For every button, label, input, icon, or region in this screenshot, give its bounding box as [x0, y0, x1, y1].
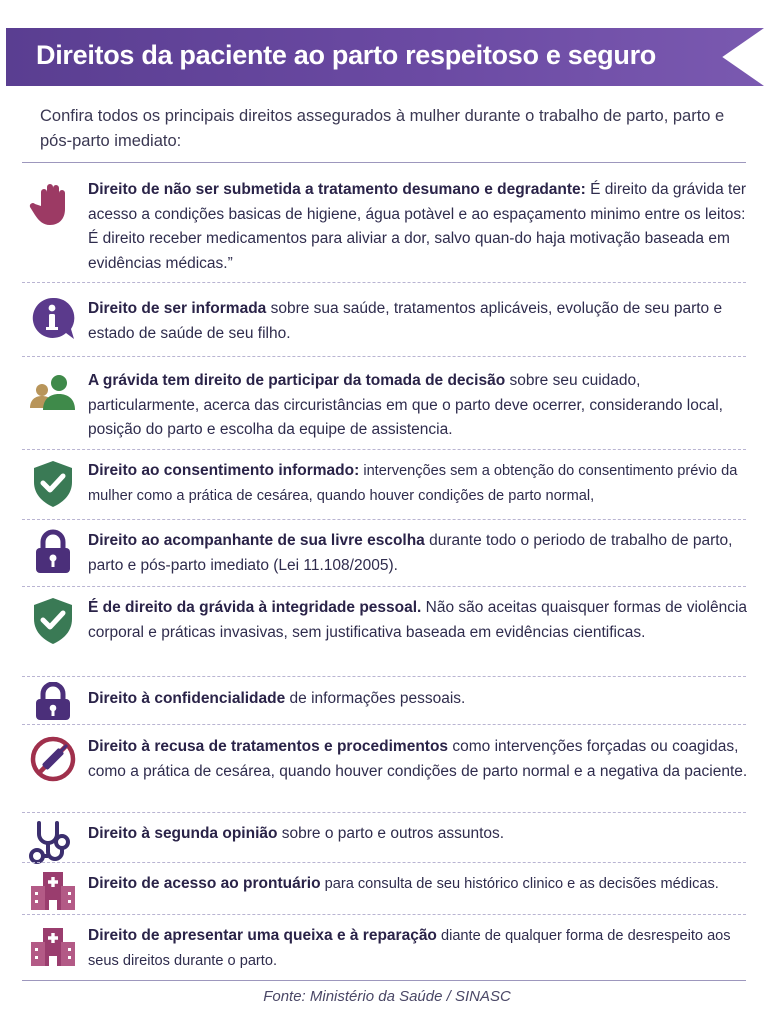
hand-stop-icon [27, 178, 79, 230]
right-item-text: Direito de acesso ao prontuário para consulta de seu histórico clinico e as decisões médicas. [88, 875, 719, 892]
right-item-text: Direito de não ser submetida a tratamento desumano e degradante: É direito da grávida ter acesso a condições basicas de higiene, água potàvel e ao espaçamento minimo entre os leitos: É direito receber medicamentos para aliviar a dor, salvo quan-do haja motivação baseada em evidências médicas.” [88, 181, 747, 272]
people-icon [27, 368, 79, 420]
source-note: Fonte: Ministério da Saúde / SINASC [263, 988, 511, 1005]
right-item-text: Direito ao acompanhante de sua livre escolha durante todo o periodo de trabalho de parto, parto e pós-parto imediato (Lei 11.108/2005). [88, 532, 733, 574]
right-item-text: A grávida tem direito de participar da tomada de decisão sobre seu cuidado, particularmente, acerca das circuristâncias em que o parto deve ocerrer, considerando local, posição do parto e escolha da equipe de assistencia. [88, 372, 723, 438]
top-divider [22, 162, 746, 163]
lock-icon [27, 527, 79, 579]
right-item-text: Direito à segunda opinião sobre o parto e outros assuntos. [88, 825, 505, 842]
divider [22, 812, 746, 813]
right-item-text: Direito de ser informada sobre sua saúde, tratamentos aplicáveis, evolução de seu parto e estado de saúde de seu filho. [88, 300, 723, 342]
intro-text: Confira todos os principais direitos assegurados à mulher durante o trabalho de parto, parto e pós-parto imediato: [40, 107, 725, 150]
right-item-text: Direito à confidencialidade de informações pessoais. [88, 690, 466, 707]
divider [22, 519, 746, 520]
info-icon [27, 294, 79, 346]
right-item-text: Direito de apresentar uma queixa e à reparação diante de qualquer forma de desrespeito aos seus direitos durante o parto. [88, 927, 731, 969]
lock-icon [27, 682, 79, 722]
right-item-text: Direito ao consentimento informado: intervenções sem a obtenção do consentimento prévio da mulher como a prática de cesárea, quando houver condições de parto normal, [88, 462, 738, 504]
divider [22, 282, 746, 283]
divider [22, 862, 746, 863]
divider [22, 724, 746, 725]
stethoscope-icon [27, 818, 79, 866]
shield-check-icon [27, 458, 79, 510]
page-title: Direitos da paciente ao parto respeitoso e seguro [36, 40, 656, 70]
no-injection-icon [27, 733, 79, 785]
divider [22, 676, 746, 677]
bottom-divider [22, 980, 746, 981]
divider [22, 449, 746, 450]
divider [22, 356, 746, 357]
right-item-text: É de direito da grávida à integridade pessoal. Não são aceitas quaisquer formas de violência corporal e práticas invasivas, sem justificativa baseada em evidências cientificas. [88, 599, 748, 641]
right-item-text: Direito à recusa de tratamentos e procedimentos como intervenções forçadas ou coagidas, como a prática de cesárea, quando houver condições de parto normal e a negativa da paciente. [88, 738, 748, 780]
hospital-icon [27, 924, 79, 968]
divider [22, 914, 746, 915]
divider [22, 586, 746, 587]
hospital-icon [27, 868, 79, 912]
shield-check-icon [27, 595, 79, 647]
